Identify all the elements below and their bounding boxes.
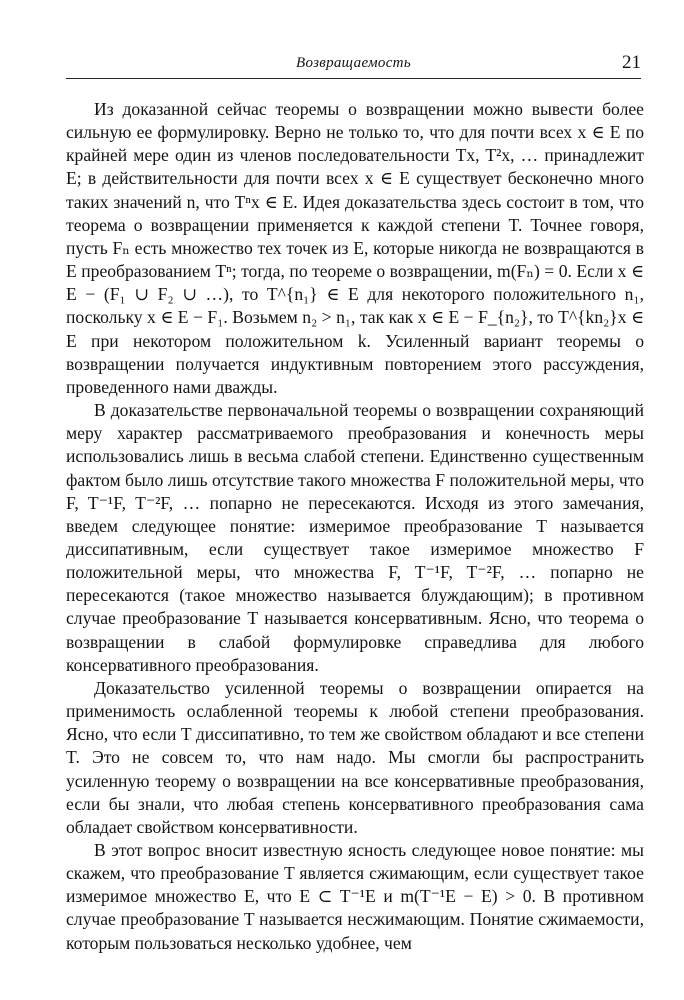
page-header xyxy=(66,52,641,79)
running-title: Возвращаемость xyxy=(296,55,411,71)
paragraph: Доказательство усиленной теоремы о возвращении опирается на применимость ослабленной теоремы к любой степени преобразования. Ясно, что если T диссипативно, то тем же свойством обладают и все степени T. Это не совсем то, что нам надо. Мы смогли бы распространить усиленную теорему о возвращении на все консервативные преобразования, если бы знали, что любая степень консервативного преобразования сама обладает свойством консервативности. xyxy=(66,677,644,837)
body-text xyxy=(66,98,644,955)
paragraph: В доказательстве первоначальной теоремы о возвращении сохраняющий меру характер рассматриваемого преобразования и конечность меры использовались лишь в весьма слабой степени. Единственно существенным фактом было лишь отсутствие такого множества F положительной меры, что F, T⁻¹F, T⁻²F, … попарно не пересекаются. Исходя из этого замечания, введем следующее понятие: измеримое преобразование T называется диссипативным, если существует такое измеримое множество F положительной меры, что множества F, T⁻¹F, T⁻²F, … попарно не пересекаются (такое множество называется блуждающим); в противном случае преобразование T называется консервативным. Ясно, что теорема о возвращении в слабой формулировке справедлива для любого консервативного преобразования. xyxy=(66,400,644,675)
page-number: 21 xyxy=(622,52,641,73)
paragraph: Из доказанной сейчас теоремы о возвращении можно вывести более сильную ее формулировку. Верно не только то, что для почти всех x ∈ E по крайней мере один из членов последовательности Tx, T²x, … принадлежит E; в действительности для почти всех x ∈ E существует бесконечно много таких значений n, что Tⁿx ∈ E. Идея доказательства здесь состоит в том, что теорема о возвращении применяется к каждой степени T. Точнее говоря, пусть Fₙ есть множество тех точек из E, которые никогда не возвращаются в E преобразованием Tⁿ; тогда, по теореме о возвращении, m(Fₙ) = 0. Если x ∈ E − (F₁ ∪ F₂ ∪ …), то T^{n₁} ∈ E для некоторого положительного n₁, поскольку x ∈ E − F₁. Возьмем n₂ > n₁, так как x ∈ E − F_{n₂}, то T^{kn₂}x ∈ E при некотором положительном k. Усиленный вариант теоремы о возвращении получается индуктивным повторением этого рассуждения, проведенного нами дважды. xyxy=(66,99,644,397)
paragraph: В этот вопрос вносит известную ясность следующее новое понятие: мы скажем, что преобразование T является сжимающим, если существует такое измеримое множество E, что E ⊂ T⁻¹E и m(T⁻¹E − E) > 0. В противном случае преобразование T называется несжимающим. Понятие сжимаемости, которым пользоваться несколько удобнее, чем xyxy=(66,840,644,953)
